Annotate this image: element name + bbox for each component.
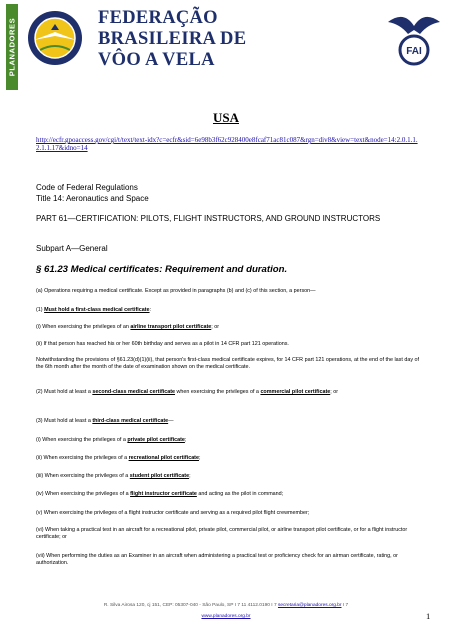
source-link[interactable]: http://ecfr.gpoaccess.gov/cgi/t/text/text-idx?c=ecfr&sid=6e98b3f62c928400e8fcaf71ac81c087&rgn=div8&view=text&node=14:2.0.1.1.2.1.1.17&idno=14 — [36, 136, 418, 153]
para-3-iv: (iv) When exercising the privileges of a flight instructor certificate and acting as the pilot in command; — [36, 491, 284, 497]
org-name-line2: BRASILEIRA DE — [98, 29, 247, 49]
fai-logo — [384, 4, 444, 68]
part-heading: PART 61—CERTIFICATION: PILOTS, FLIGHT INSTRUCTORS, AND GROUND INSTRUCTORS — [36, 214, 381, 223]
page-number: 1 — [426, 611, 431, 621]
fbvv-seal-logo — [26, 6, 84, 70]
para-3-vii: (vii) When performing the duties as an Examiner in an aircraft when administering a practical test or proficiency check for an airman certificate, rating, or authorization. — [36, 553, 398, 566]
footer-address: R. Silva Airosa 120, cj 151, CEP: 05307-040 - São Paulo, SP I 7 11 4112.0190 I 7 — [103, 603, 278, 608]
para-3-iii: (iii) When exercising the privileges of a student pilot certificate; — [36, 473, 191, 479]
para-1-ii: (ii) If that person has reached his or her 60th birthday and serves as a pilot in 14 CFR part 121 operations. — [36, 341, 289, 347]
fai-label: FAI — [406, 46, 422, 57]
cfr-line1: Code of Federal Regulations — [36, 183, 138, 192]
para-notwithstanding: Notwithstanding the provisions of §61.23(d)(1)(ii), that person's first-class medical certificate expires, for 14 CFR part 121 operations, at the end of the last day of the 6th month after the month of the date of examination shown on the medical certificate. — [36, 357, 420, 370]
para-1: (1) Must hold a first-class medical certificate: — [36, 307, 152, 313]
footer-email-link[interactable]: secretaria@planadores.org.br — [277, 603, 342, 608]
cfr-line2: Title 14: Aeronautics and Space — [36, 194, 149, 203]
para-a-intro: (a) Operations requiring a medical certificate. Except as provided in paragraphs (b) and (c) of this section, a person— — [36, 288, 316, 294]
footer-website-line — [0, 614, 452, 619]
side-tab-label: PLANADORES — [7, 17, 17, 77]
para-3-i: (i) When exercising the privileges of a private pilot certificate; — [36, 437, 187, 443]
doc-title: USA — [212, 110, 239, 125]
subpart-heading: Subpart A—General — [36, 244, 108, 253]
footer-address-line — [0, 603, 452, 608]
para-1-i: (i) When exercising the privileges of an airline transport pilot certificate; or — [36, 324, 220, 330]
footer-tail: I 7 — [341, 603, 349, 608]
para-3-vi: (vi) When taking a practical test in an aircraft for a recreational pilot, private pilot, commercial pilot, or airline transport pilot certificate, or for a flight instructor certificate; or — [36, 527, 408, 540]
org-name-line1: FEDERAÇÃO — [98, 8, 218, 28]
org-name-line3: VÔO A VELA — [98, 50, 215, 70]
footer-website-link[interactable]: www.planadores.org.br — [201, 614, 251, 619]
para-3-v: (v) When exercising the privileges of a flight instructor certificate and serving as a required pilot flight crewmember; — [36, 510, 310, 516]
section-heading: § 61.23 Medical certificates: Requirement and duration. — [36, 264, 288, 275]
para-3-ii: (ii) When exercising the privileges of a recreational pilot certificate; — [36, 455, 201, 461]
para-2: (2) Must hold at least a second-class medical certificate when exercising the privileges of a commercial pilot certificate; or — [36, 389, 339, 395]
para-3: (3) Must hold at least a third-class medical certificate— — [36, 418, 174, 424]
planadores-side-tab — [6, 4, 18, 90]
